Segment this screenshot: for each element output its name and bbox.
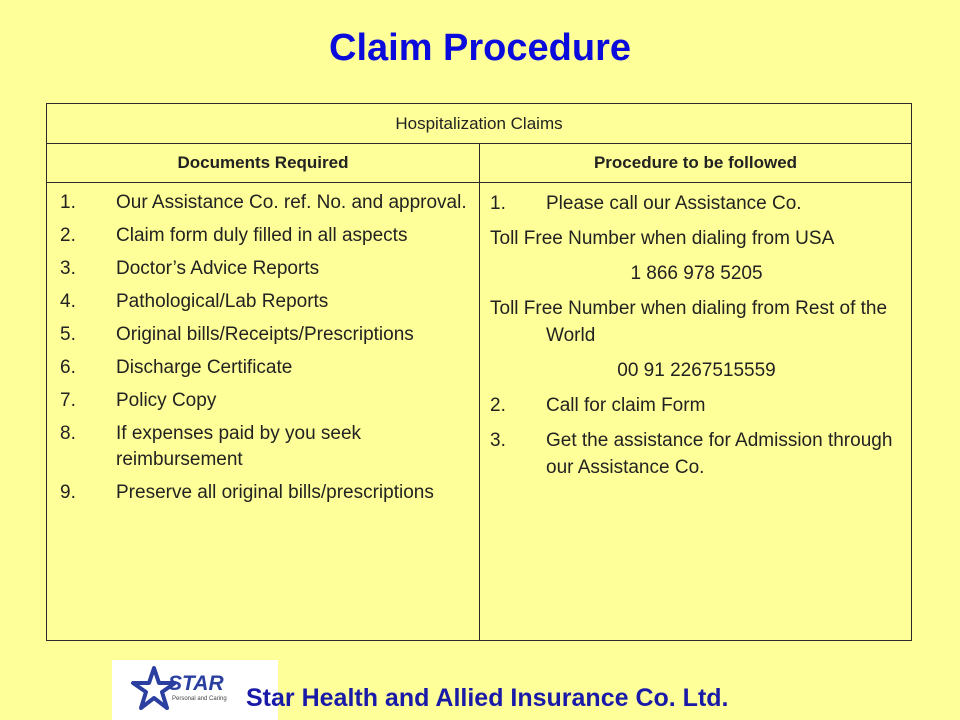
item-text: Get the assistance for Admission through our Assistance Co. [546,430,893,478]
item-number: 9. [60,482,76,503]
list-item [60,355,471,381]
usa-toll-free-label: Toll Free Number when dialing from USA [490,228,835,249]
item-number: 2. [60,225,76,246]
item-text: Pathological/Lab Reports [116,291,329,312]
procedure-step-2 [490,392,903,419]
item-number: 4. [60,291,76,312]
item-number: 5. [60,324,76,345]
item-text: Doctor’s Advice Reports [116,258,320,279]
world-phone-number: 00 91 2267515559 [617,360,776,381]
item-number: 1. [490,193,506,214]
list-item [60,190,471,216]
documents-cell [47,183,480,640]
item-text: Policy Copy [116,390,217,411]
item-number: 2. [490,395,506,416]
item-text: Original bills/Receipts/Prescriptions [116,324,414,345]
list-item [60,223,471,249]
procedure-step-3 [490,427,903,481]
claims-table [46,103,912,641]
item-text: Claim form duly filled in all aspects [116,225,408,246]
item-number: 3. [60,258,76,279]
list-item [60,322,471,348]
header-documents: Documents Required [47,144,480,182]
table-body [47,183,911,640]
item-number: 3. [490,430,506,451]
list-item [60,480,471,506]
procedure-cell [480,183,911,640]
documents-list [60,190,471,506]
procedure-step-1 [490,190,903,217]
item-text: Preserve all original bills/prescriptions [116,482,434,503]
world-toll-free-label: Toll Free Number when dialing from Rest of the World [490,298,888,346]
item-number: 6. [60,357,76,378]
item-text: Our Assistance Co. ref. No. and approval. [116,192,467,213]
svg-text:STAR: STAR [168,672,224,695]
header-procedure: Procedure to be followed [593,153,798,172]
page-title: Claim Procedure [329,27,631,69]
item-text: Call for claim Form [546,395,706,416]
item-text: Discharge Certificate [116,357,293,378]
company-name: Star Health and Allied Insurance Co. Ltd. [246,684,729,712]
item-text: If expenses paid by you seek reimbursement [116,423,362,470]
item-number: 7. [60,390,76,411]
list-item [60,289,471,315]
item-number: 8. [60,423,76,444]
table-caption: Hospitalization Claims [47,104,911,144]
table-header-row [47,144,911,183]
list-item [60,421,471,473]
svg-text:Personal and Caring: Personal and Caring [172,696,227,702]
list-item [60,256,471,282]
item-number: 1. [60,192,76,213]
list-item [60,388,471,414]
usa-phone-number: 1 866 978 5205 [630,263,763,284]
item-text: Please call our Assistance Co. [546,193,802,214]
